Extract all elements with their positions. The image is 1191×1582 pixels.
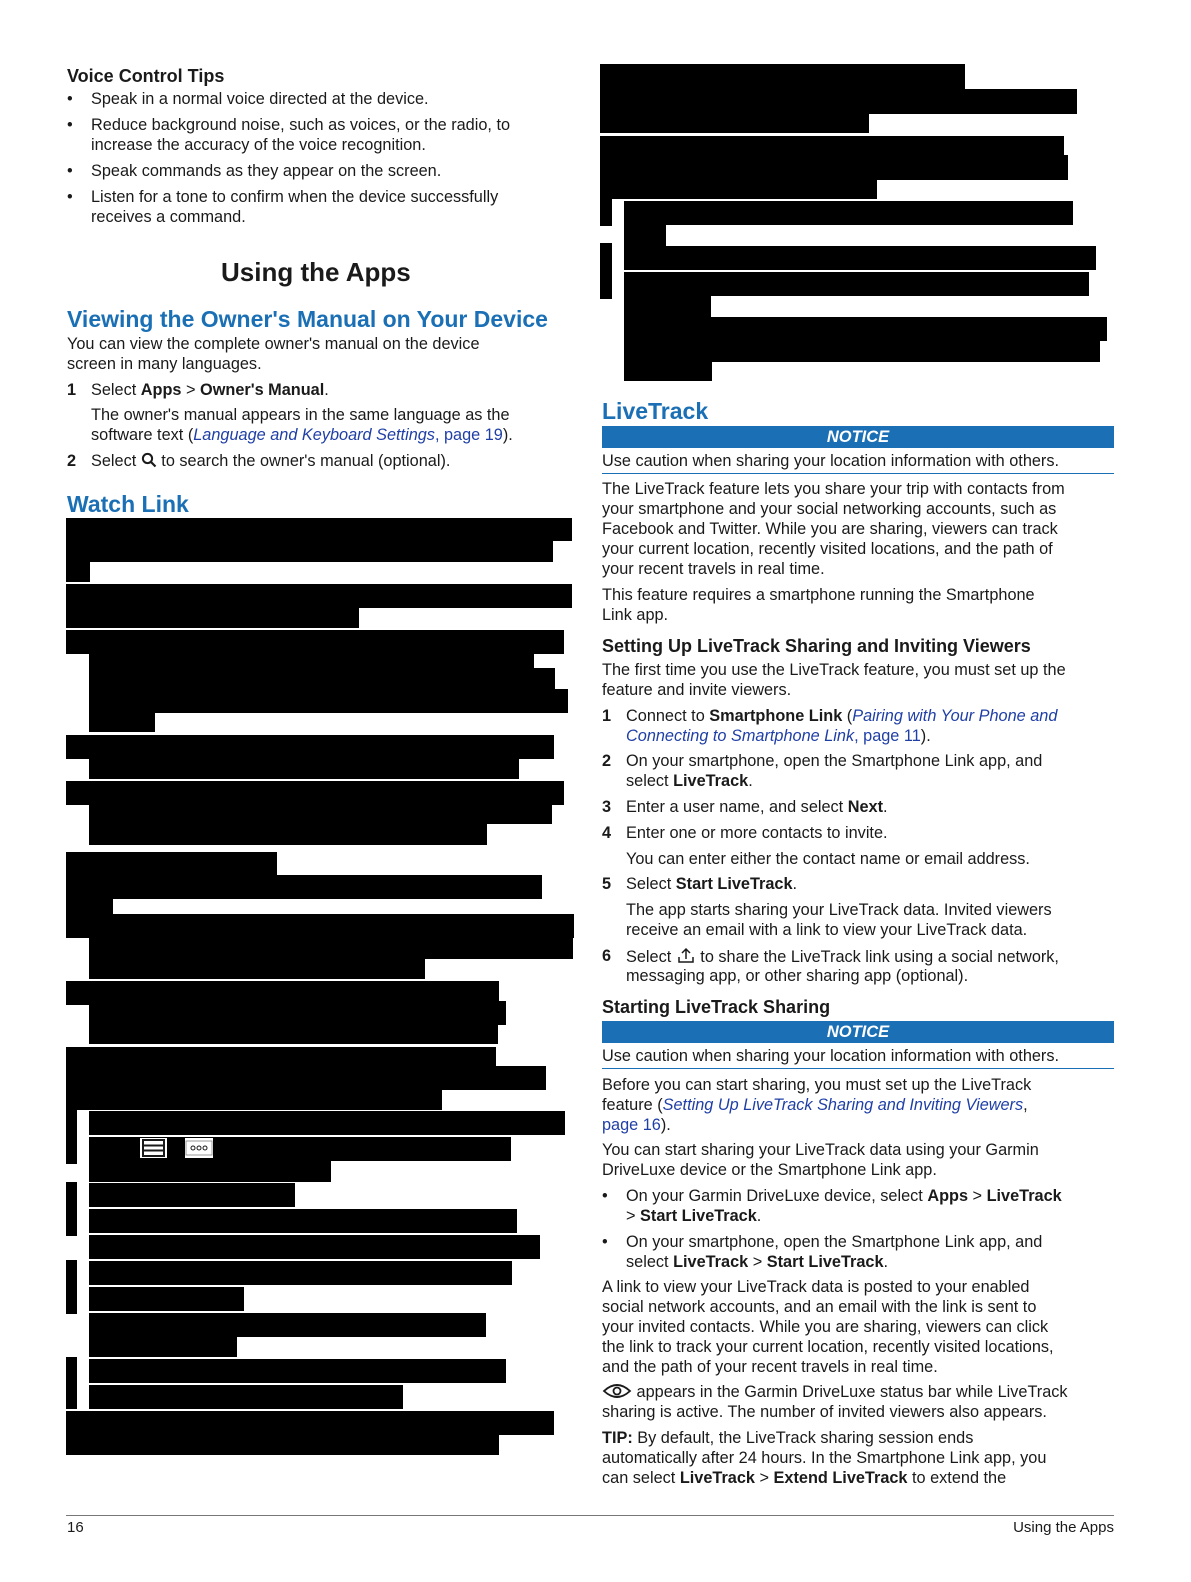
paragraph: your recent travels in real time. (602, 560, 825, 578)
notice-text: Use caution when sharing your location information with others. (602, 1047, 1060, 1065)
paragraph: DriveLuxe device or the Smartphone Link app. (602, 1161, 937, 1179)
start-sharing-heading: Starting LiveTrack Sharing (602, 997, 831, 1017)
paragraph: You can view the complete owner's manual on the device (67, 335, 480, 353)
bullet: • (67, 162, 73, 180)
step-text: Select to share the LiveTrack link using a social network, (626, 946, 1059, 969)
paragraph: your invited contacts. While you are sharing, viewers can click (602, 1318, 1049, 1336)
cross-reference-link[interactable]: Setting Up LiveTrack Sharing and Inviting Viewers (662, 1096, 1024, 1114)
chapter-title: Using the Apps (221, 257, 411, 287)
tip: TIP: By default, the LiveTrack sharing session ends (602, 1429, 974, 1447)
voice-tips-heading: Voice Control Tips (67, 66, 225, 86)
paragraph: feature (Setting Up LiveTrack Sharing and Inviting Viewers, (602, 1096, 1028, 1114)
paragraph: You can start sharing your LiveTrack data using your Garmin (602, 1141, 1039, 1159)
step-text: On your smartphone, open the Smartphone Link app, and (626, 752, 1043, 770)
notice-label: NOTICE (602, 426, 1114, 448)
bullet: • (602, 1233, 608, 1251)
paragraph: A link to view your LiveTrack data is posted to your enabled (602, 1278, 1030, 1296)
livetrack-heading: LiveTrack (602, 398, 709, 424)
notice-label: NOTICE (602, 1021, 1114, 1043)
step-number: 4 (602, 824, 612, 842)
paragraph: screen in many languages. (67, 355, 262, 373)
search-icon (141, 452, 157, 473)
paragraph: appears in the Garmin DriveLuxe status bar while LiveTrack (602, 1382, 1068, 1405)
step-text: Enter a user name, and select Next. (626, 798, 888, 816)
notice-rule (602, 1068, 1114, 1069)
paragraph: Facebook and Twitter. While you are sharing, viewers can track (602, 520, 1058, 538)
step-note: software text (Language and Keyboard Settings, page 19). (91, 426, 513, 444)
paragraph: and the path of your recent travels in real time. (602, 1358, 938, 1376)
step-text: Select Start LiveTrack. (626, 875, 798, 893)
list-item: Reduce background noise, such as voices, or the radio, to (91, 116, 511, 134)
step-number: 2 (67, 452, 77, 470)
watch-link-heading: Watch Link (67, 491, 189, 517)
paragraph: The first time you use the LiveTrack feature, you must set up the (602, 661, 1066, 679)
page-number: 16 (67, 1519, 84, 1536)
step-text: Enter one or more contacts to invite. (626, 824, 888, 842)
paragraph: your current location, recently visited locations, and the path of (602, 540, 1053, 558)
footer-rule (66, 1515, 1114, 1516)
bullet: • (67, 116, 73, 134)
footer-section: Using the Apps (1013, 1519, 1114, 1536)
paragraph: the link to track your current location, recently visited locations, (602, 1338, 1054, 1356)
step-note: The owner's manual appears in the same language as the (91, 406, 510, 424)
paragraph: feature and invite viewers. (602, 681, 792, 699)
step-number: 5 (602, 875, 612, 893)
list-item: Listen for a tone to confirm when the device successfully (91, 188, 499, 206)
paragraph: The LiveTrack feature lets you share your trip with contacts from (602, 480, 1065, 498)
step-text: Connecting to Smartphone Link, page 11). (626, 727, 931, 745)
step-note: receive an email with a link to view your LiveTrack data. (626, 921, 1028, 939)
step-number: 1 (67, 381, 77, 399)
page-reference-link[interactable]: page 16 (602, 1116, 661, 1134)
step-text: Select Apps > Owner's Manual. (91, 381, 329, 399)
list-item: select LiveTrack > Start LiveTrack. (626, 1253, 889, 1271)
list-item: increase the accuracy of the voice recognition. (91, 136, 426, 154)
step-note: You can enter either the contact name or email address. (626, 850, 1030, 868)
step-note: The app starts sharing your LiveTrack data. Invited viewers (626, 901, 1052, 919)
tip: can select LiveTrack > Extend LiveTrack to extend the (602, 1469, 1007, 1487)
cross-reference-link[interactable]: Language and Keyboard Settings (193, 426, 435, 444)
paragraph: Before you can start sharing, you must set up the LiveTrack (602, 1076, 1032, 1094)
step-text: Connect to Smartphone Link (Pairing with Your Phone and (626, 707, 1058, 725)
paragraph: social network accounts, and an email with the link is sent to (602, 1298, 1037, 1316)
menu-icon (140, 1138, 167, 1158)
step-text: select LiveTrack. (626, 772, 753, 790)
paragraph: page 16). (602, 1116, 671, 1134)
list-item: > Start LiveTrack. (626, 1207, 762, 1225)
page-reference-link[interactable]: , page 19 (434, 426, 503, 444)
step-number: 2 (602, 752, 612, 770)
step-number: 1 (602, 707, 612, 725)
list-item: Speak commands as they appear on the screen. (91, 162, 442, 180)
paragraph: your smartphone and your social networking accounts, such as (602, 500, 1057, 518)
paragraph: sharing is active. The number of invited viewers also appears. (602, 1403, 1047, 1421)
list-item: Speak in a normal voice directed at the device. (91, 90, 429, 108)
paragraph: This feature requires a smartphone running the Smartphone (602, 586, 1035, 604)
bullet: • (67, 188, 73, 206)
owners-manual-heading: Viewing the Owner's Manual on Your Device (67, 306, 548, 332)
tip: automatically after 24 hours. In the Smartphone Link app, you (602, 1449, 1047, 1467)
notice-rule (602, 473, 1114, 474)
page-reference-link[interactable]: , page 11 (854, 727, 921, 745)
cross-reference-link[interactable]: Connecting to Smartphone Link (626, 727, 855, 745)
step-number: 6 (602, 947, 612, 965)
list-item: On your Garmin DriveLuxe device, select Apps > LiveTrack (626, 1187, 1062, 1205)
cross-reference-link[interactable]: Pairing with Your Phone and (852, 707, 1058, 725)
bullet: • (67, 90, 73, 108)
setup-heading: Setting Up LiveTrack Sharing and Inviting Viewers (602, 636, 1031, 656)
step-number: 3 (602, 798, 612, 816)
step-text: messaging app, or other sharing app (optional). (626, 967, 969, 985)
bullet: • (602, 1187, 608, 1205)
list-item: receives a command. (91, 208, 246, 226)
notice-text: Use caution when sharing your location information with others. (602, 452, 1060, 470)
paragraph: Link app. (602, 606, 669, 624)
more-icon (185, 1138, 213, 1158)
step-text: Select to search the owner's manual (optional). (91, 451, 450, 473)
list-item: On your smartphone, open the Smartphone Link app, and (626, 1233, 1043, 1251)
